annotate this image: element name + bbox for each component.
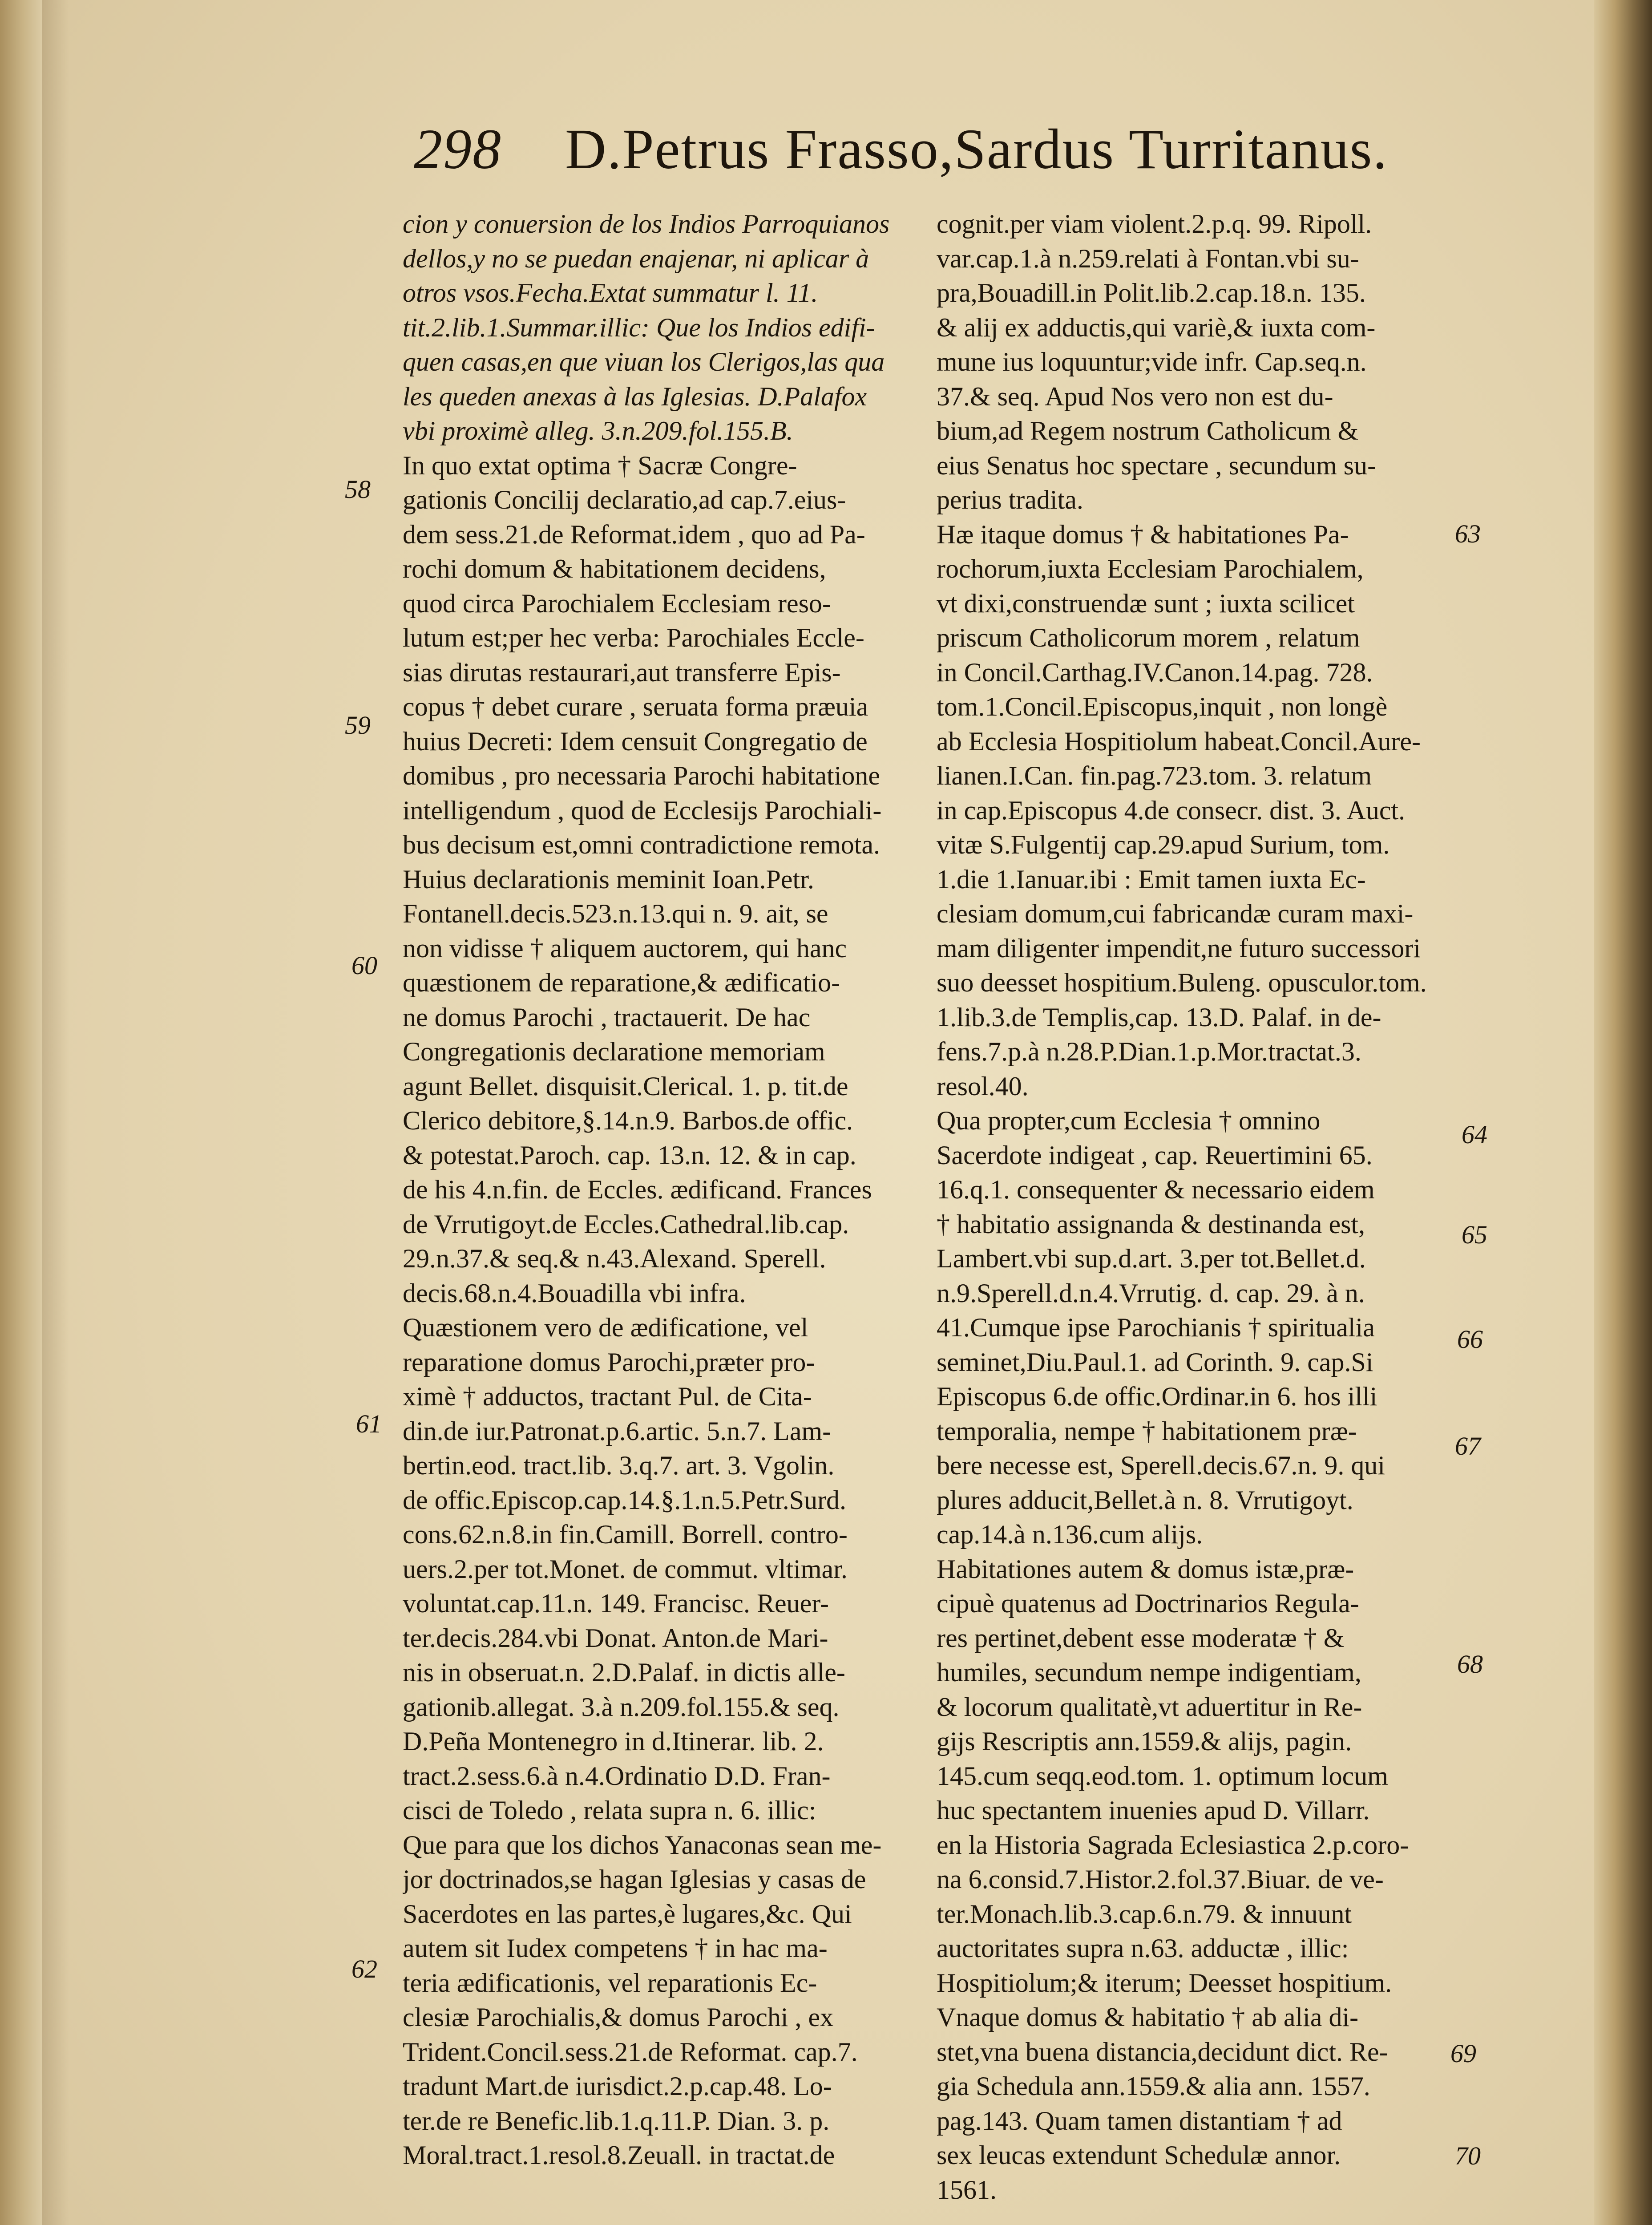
text-line: D.Peña Montenegro in d.Itinerar. lib. 2. <box>403 1727 824 1756</box>
margin-number: 64 <box>1462 1120 1487 1149</box>
text-line: tradunt Mart.de iurisdict.2.p.cap.48. Lo- <box>403 2071 832 2101</box>
text-line: en la Historia Sagrada Eclesiastica 2.p.coro- <box>937 1830 1409 1860</box>
margin-number: 68 <box>1457 1650 1483 1679</box>
text-line: ximè † adductos, tractant Pul. de Cita- <box>403 1382 812 1411</box>
text-line: Hæ itaque domus † & habitationes Pa- <box>937 519 1349 549</box>
text-line: 1.die 1.Ianuar.ibi : Emit tamen iuxta Ec- <box>937 864 1366 894</box>
margin-number: 70 <box>1455 2141 1481 2170</box>
text-line: Hospitiolum;& iterum; Deesset hospitium. <box>937 1968 1392 1998</box>
text-line: huc spectantem inuenies apud D. Villarr. <box>937 1796 1370 1825</box>
text-line: copus † debet curare , seruata forma præuia <box>403 692 868 721</box>
margin-number: 61 <box>356 1409 382 1438</box>
text-line: intelligendum , quod de Ecclesijs Parochiali- <box>403 795 882 825</box>
text-line: fens.7.p.à n.28.P.Dian.1.p.Mor.tractat.3. <box>937 1037 1361 1066</box>
text-line: 1.lib.3.de Templis,cap. 13.D. Palaf. in de- <box>937 1002 1381 1032</box>
text-line: mune ius loquuntur;vide infr. Cap.seq.n. <box>937 347 1367 376</box>
text-line: perius tradita. <box>937 485 1083 514</box>
text-line: jor doctrinados,se hagan Iglesias y casas de <box>403 1865 866 1894</box>
gutter-edge <box>0 0 42 2225</box>
text-line: n.9.Sperell.d.n.4.Vrrutig. d. cap. 29. à n. <box>937 1278 1365 1308</box>
text-line: ter.decis.284.vbi Donat. Anton.de Mari- <box>403 1623 828 1653</box>
text-line: lianen.I.Can. fin.pag.723.tom. 3. relatum <box>937 761 1372 790</box>
text-line: agunt Bellet. disquisit.Clerical. 1. p. tit.de <box>403 1071 848 1101</box>
text-line: tract.2.sess.6.à n.4.Ordinatio D.D. Fran- <box>403 1761 831 1791</box>
margin-number: 62 <box>351 1954 377 1983</box>
text-line: quod circa Parochialem Ecclesiam reso- <box>403 588 831 618</box>
text-line: voluntat.cap.11.n. 149. Francisc. Reuer- <box>403 1589 829 1618</box>
text-line: 29.n.37.& seq.& n.43.Alexand. Sperell. <box>403 1244 826 1273</box>
text-line: stet,vna buena distancia,decidunt dict. Re- <box>937 2037 1388 2067</box>
text-line: pag.143. Quam tamen distantiam † ad <box>937 2106 1342 2136</box>
text-line: reparatione domus Parochi,præter pro- <box>403 1347 815 1377</box>
text-line: Sacerdote indigeat , cap. Reuertimini 65. <box>937 1140 1373 1170</box>
text-line: din.de iur.Patronat.p.6.artic. 5.n.7. Lam- <box>403 1416 832 1446</box>
margin-number: 59 <box>345 711 371 740</box>
text-line: ne domus Parochi , tractauerit. De hac <box>403 1002 811 1032</box>
text-line: eius Senatus hoc spectare , secundum su- <box>937 450 1377 480</box>
text-line: tom.1.Concil.Episcopus,inquit , non longè <box>937 692 1388 721</box>
margin-number: 63 <box>1455 519 1481 548</box>
text-line: autem sit Iudex competens † in hac ma- <box>403 1934 828 1963</box>
text-line: Qua propter,cum Ecclesia † omnino <box>937 1106 1321 1135</box>
text-line: dem sess.21.de Reformat.idem , quo ad Pa- <box>403 519 865 549</box>
text-line: sex leucas extendunt Schedulæ annor. <box>937 2140 1341 2170</box>
text-line: Vnaque domus & habitatio † ab alia di- <box>937 2002 1359 2032</box>
margin-number: 69 <box>1450 2039 1476 2068</box>
text-line: Sacerdotes en las partes,è lugares,&c. Qui <box>403 1899 852 1929</box>
text-line: in cap.Episcopus 4.de consecr. dist. 3. Auct. <box>937 795 1406 825</box>
text-line: rochi domum & habitationem decidens, <box>403 554 826 583</box>
text-line: var.cap.1.à n.259.relati à Fontan.vbi su- <box>937 243 1359 273</box>
text-line: 16.q.1. consequenter & necessario eidem <box>937 1175 1375 1204</box>
text-line: mam diligenter impendit,ne futuro successori <box>937 933 1421 963</box>
text-line: huius Decreti: Idem censuit Congregatio de <box>403 726 868 756</box>
margin-number: 60 <box>351 951 377 980</box>
text-line: pra,Bouadill.in Polit.lib.2.cap.18.n. 135. <box>937 278 1366 307</box>
text-line: de his 4.n.fin. de Eccles. ædificand. Frances <box>403 1175 872 1204</box>
text-line: gationib.allegat. 3.à n.209.fol.155.& seq. <box>403 1692 840 1722</box>
text-line: In quo extat optima † Sacræ Congre- <box>403 450 797 480</box>
text-line: res pertinet,debent esse moderatæ † & <box>937 1623 1345 1653</box>
text-line: de offic.Episcop.cap.14.§.1.n.5.Petr.Surd. <box>403 1485 847 1515</box>
text-line: cap.14.à n.136.cum alijs. <box>937 1520 1203 1549</box>
text-line: uers.2.per tot.Monet. de commut. vltimar. <box>403 1554 848 1584</box>
text-line: dellos,y no se puedan enajenar, ni aplicar à <box>403 243 869 273</box>
text-line: ter.de re Benefic.lib.1.q.11.P. Dian. 3. p. <box>403 2106 830 2136</box>
text-line: priscum Catholicorum morem , relatum <box>937 623 1360 652</box>
text-line: les queden anexas à las Iglesias. D.Palafox <box>403 381 867 411</box>
text-line: gia Schedula ann.1559.& alia ann. 1557. <box>937 2071 1370 2101</box>
text-line: clesiam domum,cui fabricandæ curam maxi- <box>937 899 1414 928</box>
running-title: D.Petrus Frasso,Sardus Turritanus. <box>565 117 1388 181</box>
text-line: clesiæ Parochialis,& domus Parochi , ex <box>403 2002 834 2032</box>
text-line: rochorum,iuxta Ecclesiam Parochialem, <box>937 554 1364 583</box>
text-line: suo deesset hospitium.Buleng. opusculor.tom. <box>937 968 1427 997</box>
running-header <box>414 113 1393 185</box>
text-line: sias dirutas restaurari,aut transferre Epis- <box>403 657 841 687</box>
text-line: bus decisum est,omni contradictione remota. <box>403 830 881 859</box>
text-line: plures adducit,Bellet.à n. 8. Vrrutigoyt. <box>937 1485 1353 1515</box>
text-line: lutum est;per hec verba: Parochiales Eccle- <box>403 623 864 652</box>
text-line: & potestat.Paroch. cap. 13.n. 12. & in cap. <box>403 1140 856 1170</box>
text-line: in Concil.Carthag.IV.Canon.14.pag. 728. <box>937 657 1373 687</box>
text-line: Episcopus 6.de offic.Ordinar.in 6. hos illi <box>937 1382 1377 1411</box>
text-line: vbi proximè alleg. 3.n.209.fol.155.B. <box>403 416 793 445</box>
text-line: Trident.Concil.sess.21.de Reformat. cap.7. <box>403 2037 858 2067</box>
text-line: Habitationes autem & domus istæ,præ- <box>937 1554 1354 1584</box>
text-line: cipuè quatenus ad Doctrinarios Regula- <box>937 1589 1359 1618</box>
text-line: bere necesse est, Sperell.decis.67.n. 9. qui <box>937 1451 1385 1480</box>
text-line: Moral.tract.1.resol.8.Zeuall. in tractat.de <box>403 2140 835 2170</box>
text-line: ter.Monach.lib.3.cap.6.n.79. & innuunt <box>937 1899 1352 1929</box>
text-line: tit.2.lib.1.Summar.illic: Que los Indios edifi- <box>403 312 875 342</box>
text-line: otros vsos.Fecha.Extat summatur l. 11. <box>403 278 818 307</box>
margin-number: 58 <box>345 475 371 504</box>
text-line: na 6.consid.7.Histor.2.fol.37.Biuar. de ve- <box>937 1865 1384 1894</box>
text-line: & alij ex adductis,qui variè,& iuxta com- <box>937 312 1376 342</box>
text-line: † habitatio assignanda & destinanda est, <box>937 1209 1365 1239</box>
text-line: 37.& seq. Apud Nos vero non est du- <box>937 381 1333 411</box>
text-line: Fontanell.decis.523.n.13.qui n. 9. ait, se <box>403 899 828 928</box>
text-line: nis in obseruat.n. 2.D.Palaf. in dictis alle- <box>403 1658 845 1687</box>
text-line: seminet,Diu.Paul.1. ad Corinth. 9. cap.Si <box>937 1347 1373 1377</box>
margin-number: 66 <box>1457 1325 1483 1354</box>
left-column <box>403 207 905 2173</box>
text-line: 145.cum seqq.eod.tom. 1. optimum locum <box>937 1761 1388 1791</box>
text-line: gationis Concilij declaratio,ad cap.7.eius- <box>403 485 846 514</box>
text-line: Clerico debitore,§.14.n.9. Barbos.de offic. <box>403 1106 853 1135</box>
text-line: cognit.per viam violent.2.p.q. 99. Ripoll. <box>937 209 1372 239</box>
text-line: auctoritates supra n.63. adductæ , illic: <box>937 1934 1349 1963</box>
text-line: bertin.eod. tract.lib. 3.q.7. art. 3. Vgolin. <box>403 1451 835 1480</box>
text-line: quæstionem de reparatione,& ædificatio- <box>403 968 840 997</box>
text-line: vt dixi,construendæ sunt ; iuxta scilicet <box>937 588 1355 618</box>
text-line: teria ædificationis, vel reparationis Ec- <box>403 1968 817 1998</box>
text-line: Congregationis declaratione memoriam <box>403 1037 825 1066</box>
text-line: vitæ S.Fulgentij cap.29.apud Surium, tom. <box>937 830 1390 859</box>
text-line: Huius declarationis meminit Ioan.Petr. <box>403 864 814 894</box>
text-line: 41.Cumque ipse Parochianis † spiritualia <box>937 1313 1375 1342</box>
page-number: 298 <box>414 117 502 181</box>
text-line: non vidisse † aliquem auctorem, qui hanc <box>403 933 847 963</box>
text-line: cion y conuersion de los Indios Parroquianos <box>403 209 890 239</box>
text-line: decis.68.n.4.Bouadilla vbi infra. <box>403 1278 746 1308</box>
gutter-shadow <box>42 0 69 2225</box>
margin-number: 67 <box>1455 1432 1481 1460</box>
text-line: cons.62.n.8.in fin.Camill. Borrell. contro- <box>403 1520 848 1549</box>
text-line: resol.40. <box>937 1071 1029 1101</box>
text-line: temporalia, nempe † habitationem præ- <box>937 1416 1357 1446</box>
text-line: Lambert.vbi sup.d.art. 3.per tot.Bellet.d. <box>937 1244 1366 1273</box>
text-line: domibus , pro necessaria Parochi habitatione <box>403 761 881 790</box>
page-edge <box>1594 0 1652 2225</box>
text-line: 1561. <box>937 2175 997 2205</box>
text-line: quen casas,en que viuan los Clerigos,las qua <box>403 347 885 376</box>
text-line: gijs Rescriptis ann.1559.& alijs, pagin. <box>937 1727 1352 1756</box>
text-line: Que para que los dichos Yanaconas sean me- <box>403 1830 882 1860</box>
text-line: & locorum qualitatè,vt aduertitur in Re- <box>937 1692 1362 1722</box>
text-line: bium,ad Regem nostrum Catholicum & <box>937 416 1359 445</box>
text-line: ab Ecclesia Hospitiolum habeat.Concil.Aure- <box>937 726 1421 756</box>
text-line: de Vrrutigoyt.de Eccles.Cathedral.lib.cap. <box>403 1209 849 1239</box>
right-column <box>937 207 1448 2207</box>
text-line: cisci de Toledo , relata supra n. 6. illic: <box>403 1796 816 1825</box>
text-line: humiles, secundum nempe indigentiam, <box>937 1658 1361 1687</box>
margin-number: 65 <box>1462 1220 1487 1249</box>
text-line: Quæstionem vero de ædificatione, vel <box>403 1313 808 1342</box>
